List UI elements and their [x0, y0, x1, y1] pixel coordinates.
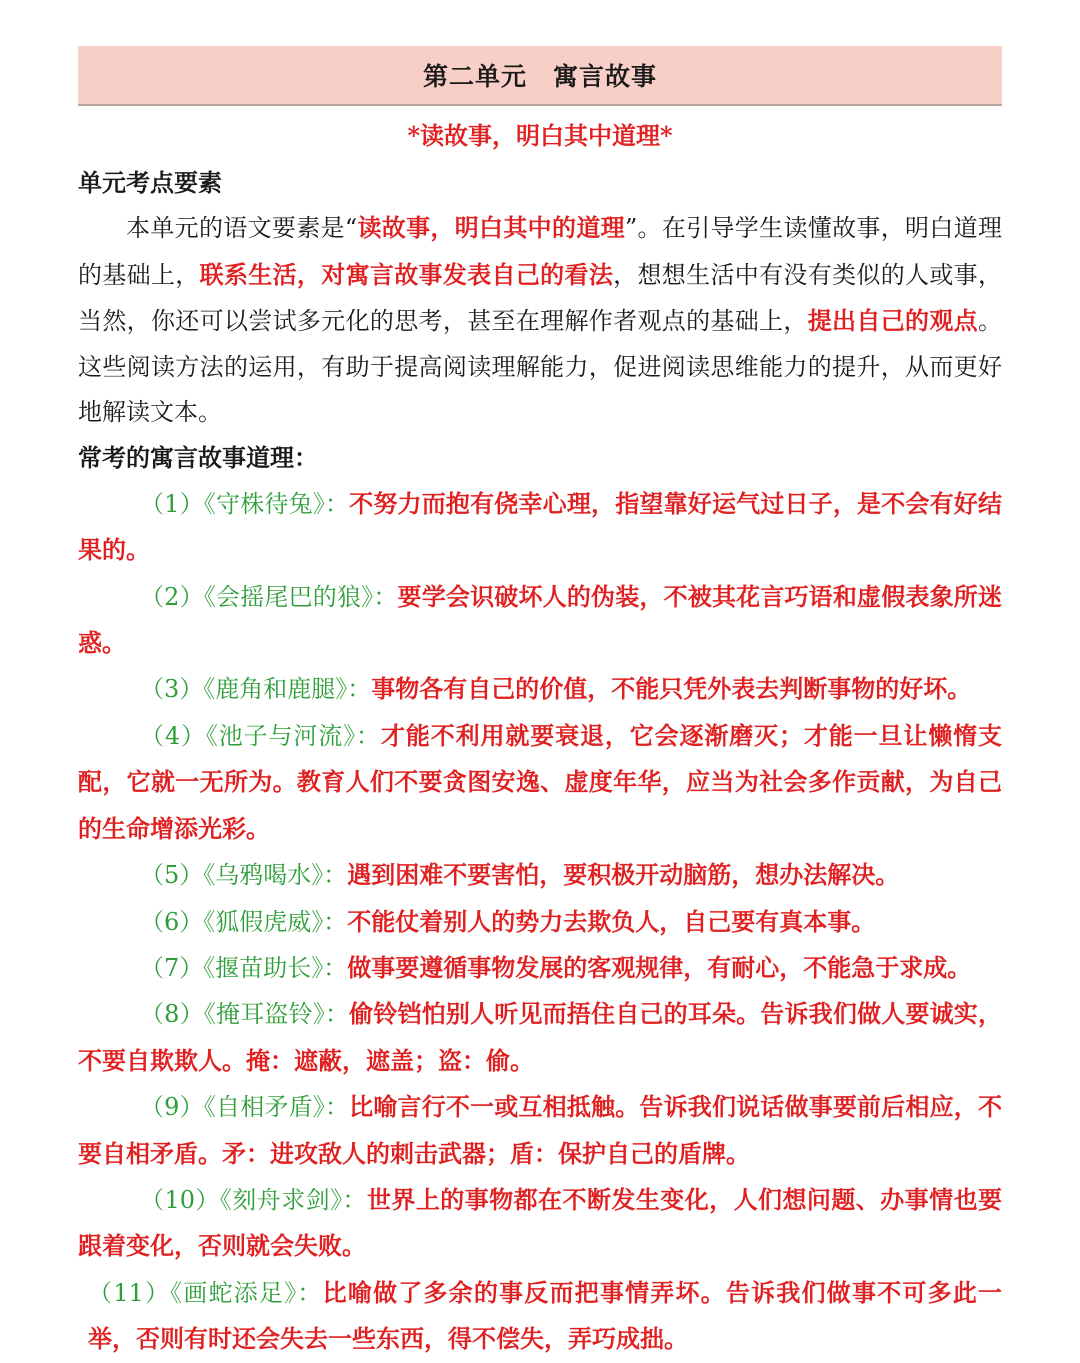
- fable-moral: 比喻做了多余的事反而把事情弄坏。告诉我们做事不可多此一举，否则有时还会失去一些东西，得不偿失，弄巧成拙。: [88, 1277, 1002, 1354]
- fable-label: （5）《乌鸦喝水》：: [140, 861, 348, 890]
- fable-item: [78, 1270, 1002, 1363]
- document-body: [78, 160, 1002, 1363]
- fable-moral: 不努力而抱有侥幸心理，指望靠好运气过日子，是不会有好结果的。: [78, 488, 1002, 565]
- fable-moral: 偷铃铛怕别人听见而捂住自己的耳朵。告诉我们做人要诚实，不要自欺欺人。掩：遮蔽，遮盖；盗：偷。: [78, 999, 1002, 1075]
- fable-moral: 比喻言行不一或互相抵触。告诉我们说话做事要前后相应，不要自相矛盾。矛：进攻敌人的刺击武器；盾：保护自己的盾牌。: [78, 1092, 1002, 1168]
- fable-moral: 遇到困难不要害怕，要积极开动脑筋，想办法解决。: [347, 860, 900, 890]
- intro-text-1: 本单元的语文要素是“: [126, 214, 358, 243]
- fable-item: [78, 481, 1002, 574]
- fable-item: [78, 666, 1002, 712]
- intro-text-4: 。这些阅读方法的运用，有助于提高阅读理解能力，促进阅读思维能力的提升，从而更好地解读文本。: [78, 307, 1003, 427]
- fable-moral: 不能仗着别人的势力去欺负人，自己要有真本事。: [347, 906, 876, 936]
- fable-item: [78, 574, 1002, 667]
- intro-text-2: ”。在引导学生读懂故事，明白道理的基础上，: [78, 214, 1002, 289]
- intro-highlight-3: 提出自己的观点: [807, 306, 979, 336]
- fable-label: （11）《画蛇添足》：: [88, 1278, 323, 1307]
- fable-moral: 世界上的事物都在不断发生变化，人们想问题、办事情也要跟着变化，否则就会失败。: [78, 1184, 1003, 1261]
- intro-paragraph: [78, 205, 1002, 435]
- fable-label: （2）《会摇尾巴的狼》：: [140, 582, 398, 611]
- unit-subtitle: *读故事，明白其中道理*: [407, 121, 673, 150]
- fable-moral: 事物各有自己的价值，不能只凭外表去判断事物的好坏。: [371, 674, 972, 704]
- fable-label: （1）《守株待兔》：: [140, 489, 350, 518]
- fable-label: （9）《自相矛盾》：: [140, 1093, 350, 1122]
- fable-item: [78, 945, 1002, 991]
- intro-text-3: ，想想生活中有没有类似的人或事，当然，你还可以尝试多元化的思考，甚至在理解作者观点的基础上，: [78, 260, 1003, 336]
- fable-moral: 才能不利用就要衰退，它会逐渐磨灭；才能一旦让懒惰支配，它就一无所为。教育人们不要贪图安逸、虚度年华，应当为社会多作贡献，为自己的生命增添光彩。: [78, 720, 1002, 843]
- fable-moral: 要学会识破坏人的伪装，不被其花言巧语和虚假表象所迷惑。: [78, 581, 1002, 658]
- section-heading-key-points: 单元考点要素: [78, 168, 222, 197]
- intro-highlight-2: 联系生活，对寓言故事发表自己的看法: [199, 259, 614, 289]
- fable-label: （3）《鹿角和鹿腿》：: [140, 675, 372, 704]
- section-heading-fables: 常考的寓言故事道理：: [78, 443, 318, 473]
- fable-item: [78, 991, 1002, 1084]
- fable-label: （10）《刻舟求剑》：: [140, 1185, 367, 1214]
- fable-label: （8）《掩耳盗铃》：: [140, 1000, 350, 1029]
- fable-moral: 做事要遵循事物发展的客观规律，有耐心，不能急于求成。: [347, 952, 972, 982]
- intro-highlight-1: 读故事，明白其中的道理: [357, 213, 625, 243]
- fable-label: （7）《揠苗助长》：: [140, 953, 348, 982]
- fable-item: [78, 1177, 1002, 1270]
- fable-item: [78, 1084, 1002, 1177]
- fable-label: （6）《狐假虎威》：: [140, 907, 348, 936]
- unit-header-band: [78, 46, 1002, 106]
- fable-item: [78, 713, 1002, 852]
- fable-label: （4）《池子与河流》：: [140, 721, 381, 750]
- fable-item: [78, 899, 1002, 945]
- unit-title: 第二单元 寓言故事: [422, 62, 657, 91]
- fable-item: [78, 852, 1002, 898]
